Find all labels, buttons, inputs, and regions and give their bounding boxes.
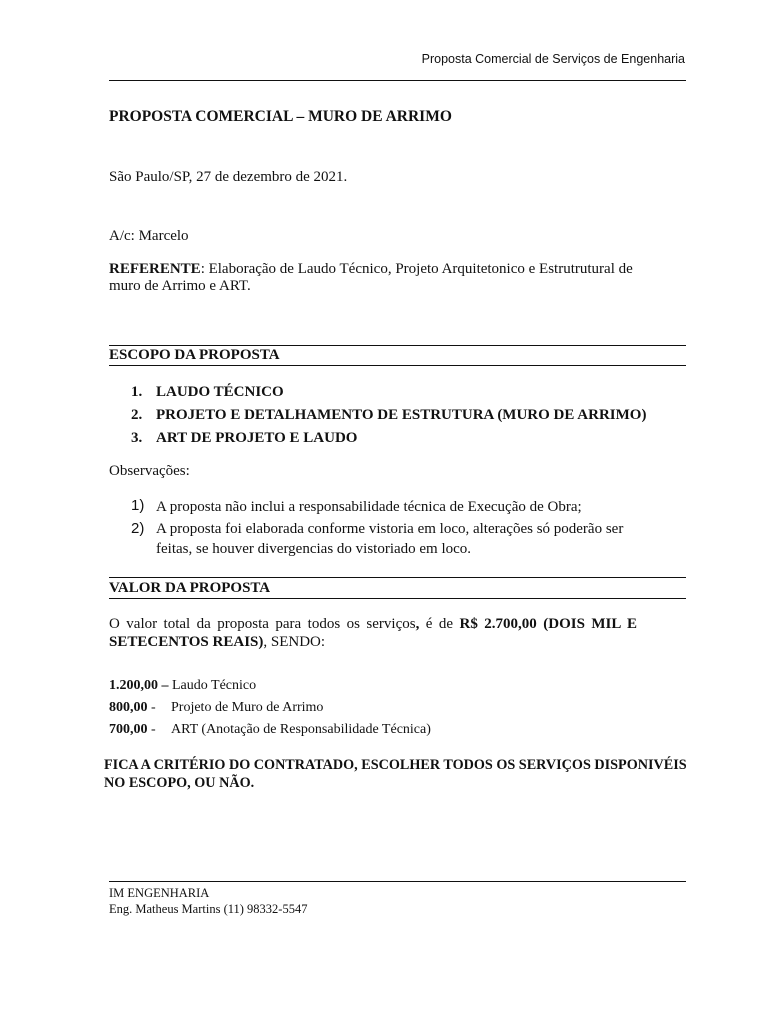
breakdown-row: [109, 677, 256, 695]
value-heading: VALOR DA PROPOSTA: [109, 580, 271, 596]
scope-item: [131, 404, 646, 427]
breakdown-row: [109, 721, 156, 739]
criterion-note: [104, 756, 744, 792]
breakdown-amount: 800,00: [109, 700, 148, 715]
observation-number: 1): [131, 497, 145, 514]
scope-item-number: 3.: [131, 430, 143, 446]
value-top-rule: [109, 577, 686, 578]
scope-item: [131, 381, 646, 404]
value-intro-tail: , SENDO:: [263, 634, 326, 650]
footer-company: IM ENGENHARIA: [109, 886, 210, 900]
observation-text-continued: feitas, se houver divergencias do vistoriado em loco.: [156, 541, 472, 557]
total-amount-words: SETECENTOS REAIS): [109, 634, 264, 650]
scope-list: [131, 381, 646, 450]
attention-line: A/c: Marcelo: [109, 228, 189, 244]
scope-item-number: 1.: [131, 384, 143, 400]
observation-number: 2): [131, 520, 145, 537]
scope-bottom-rule: [109, 365, 686, 366]
breakdown-label: ART (Anotação de Responsabilidade Técnica): [171, 722, 431, 737]
observation-text: A proposta foi elaborada conforme vistoria em loco, alterações só poderão ser: [156, 521, 624, 537]
breakdown-label: Laudo Técnico: [172, 678, 257, 693]
document-title: PROPOSTA COMERCIAL – MURO DE ARRIMO: [109, 108, 452, 125]
scope-heading: ESCOPO DA PROPOSTA: [109, 347, 280, 363]
breakdown-row: [109, 699, 156, 717]
breakdown-amount: 700,00: [109, 722, 148, 737]
scope-item-label: PROJETO E DETALHAMENTO DE ESTRUTURA (MURO DE ARRIMO): [156, 407, 647, 423]
criterion-line-1: FICA A CRITÉRIO DO CONTRATADO, ESCOLHER TODOS OS SERVIÇOS DISPONIVÉIS: [104, 757, 687, 773]
value-intro-line-2: [109, 633, 325, 652]
breakdown-separator: -: [147, 722, 156, 737]
breakdown-amount: 1.200,00 –: [109, 678, 169, 693]
header-rule: [109, 80, 686, 81]
value-intro-line-1: [109, 615, 637, 634]
page-header: Proposta Comercial de Serviços de Engenharia: [421, 52, 685, 66]
criterion-line-2: NO ESCOPO, OU NÃO.: [104, 775, 255, 791]
value-intro-connector: é de: [419, 616, 460, 632]
breakdown-label: Projeto de Muro de Arrimo: [171, 700, 324, 715]
observation-text: A proposta não inclui a responsabilidade técnica de Execução de Obra;: [156, 499, 582, 515]
referente-label: REFERENTE: [109, 261, 201, 277]
scope-item: [131, 427, 646, 450]
referente-line-2: muro de Arrimo e ART.: [109, 278, 251, 294]
value-intro-comma: ,: [415, 616, 420, 632]
observations-heading: Observações:: [109, 463, 190, 479]
footer-contact: Eng. Matheus Martins (11) 98332-5547: [109, 902, 308, 916]
referente-text: : Elaboração de Laudo Técnico, Projeto Arquitetonico e Estrutrutural de: [200, 261, 633, 277]
scope-top-rule: [109, 345, 686, 346]
scope-item-number: 2.: [131, 407, 143, 423]
total-amount: R$ 2.700,00 (DOIS MIL E: [459, 616, 637, 632]
scope-item-label: ART DE PROJETO E LAUDO: [156, 430, 358, 446]
footer-rule: [109, 881, 686, 882]
scope-item-label: LAUDO TÉCNICO: [156, 384, 284, 400]
breakdown-separator: -: [147, 700, 156, 715]
value-intro-text: O valor total da proposta para todos os serviços: [109, 616, 416, 632]
value-bottom-rule: [109, 598, 686, 599]
place-date: São Paulo/SP, 27 de dezembro de 2021.: [109, 169, 348, 185]
